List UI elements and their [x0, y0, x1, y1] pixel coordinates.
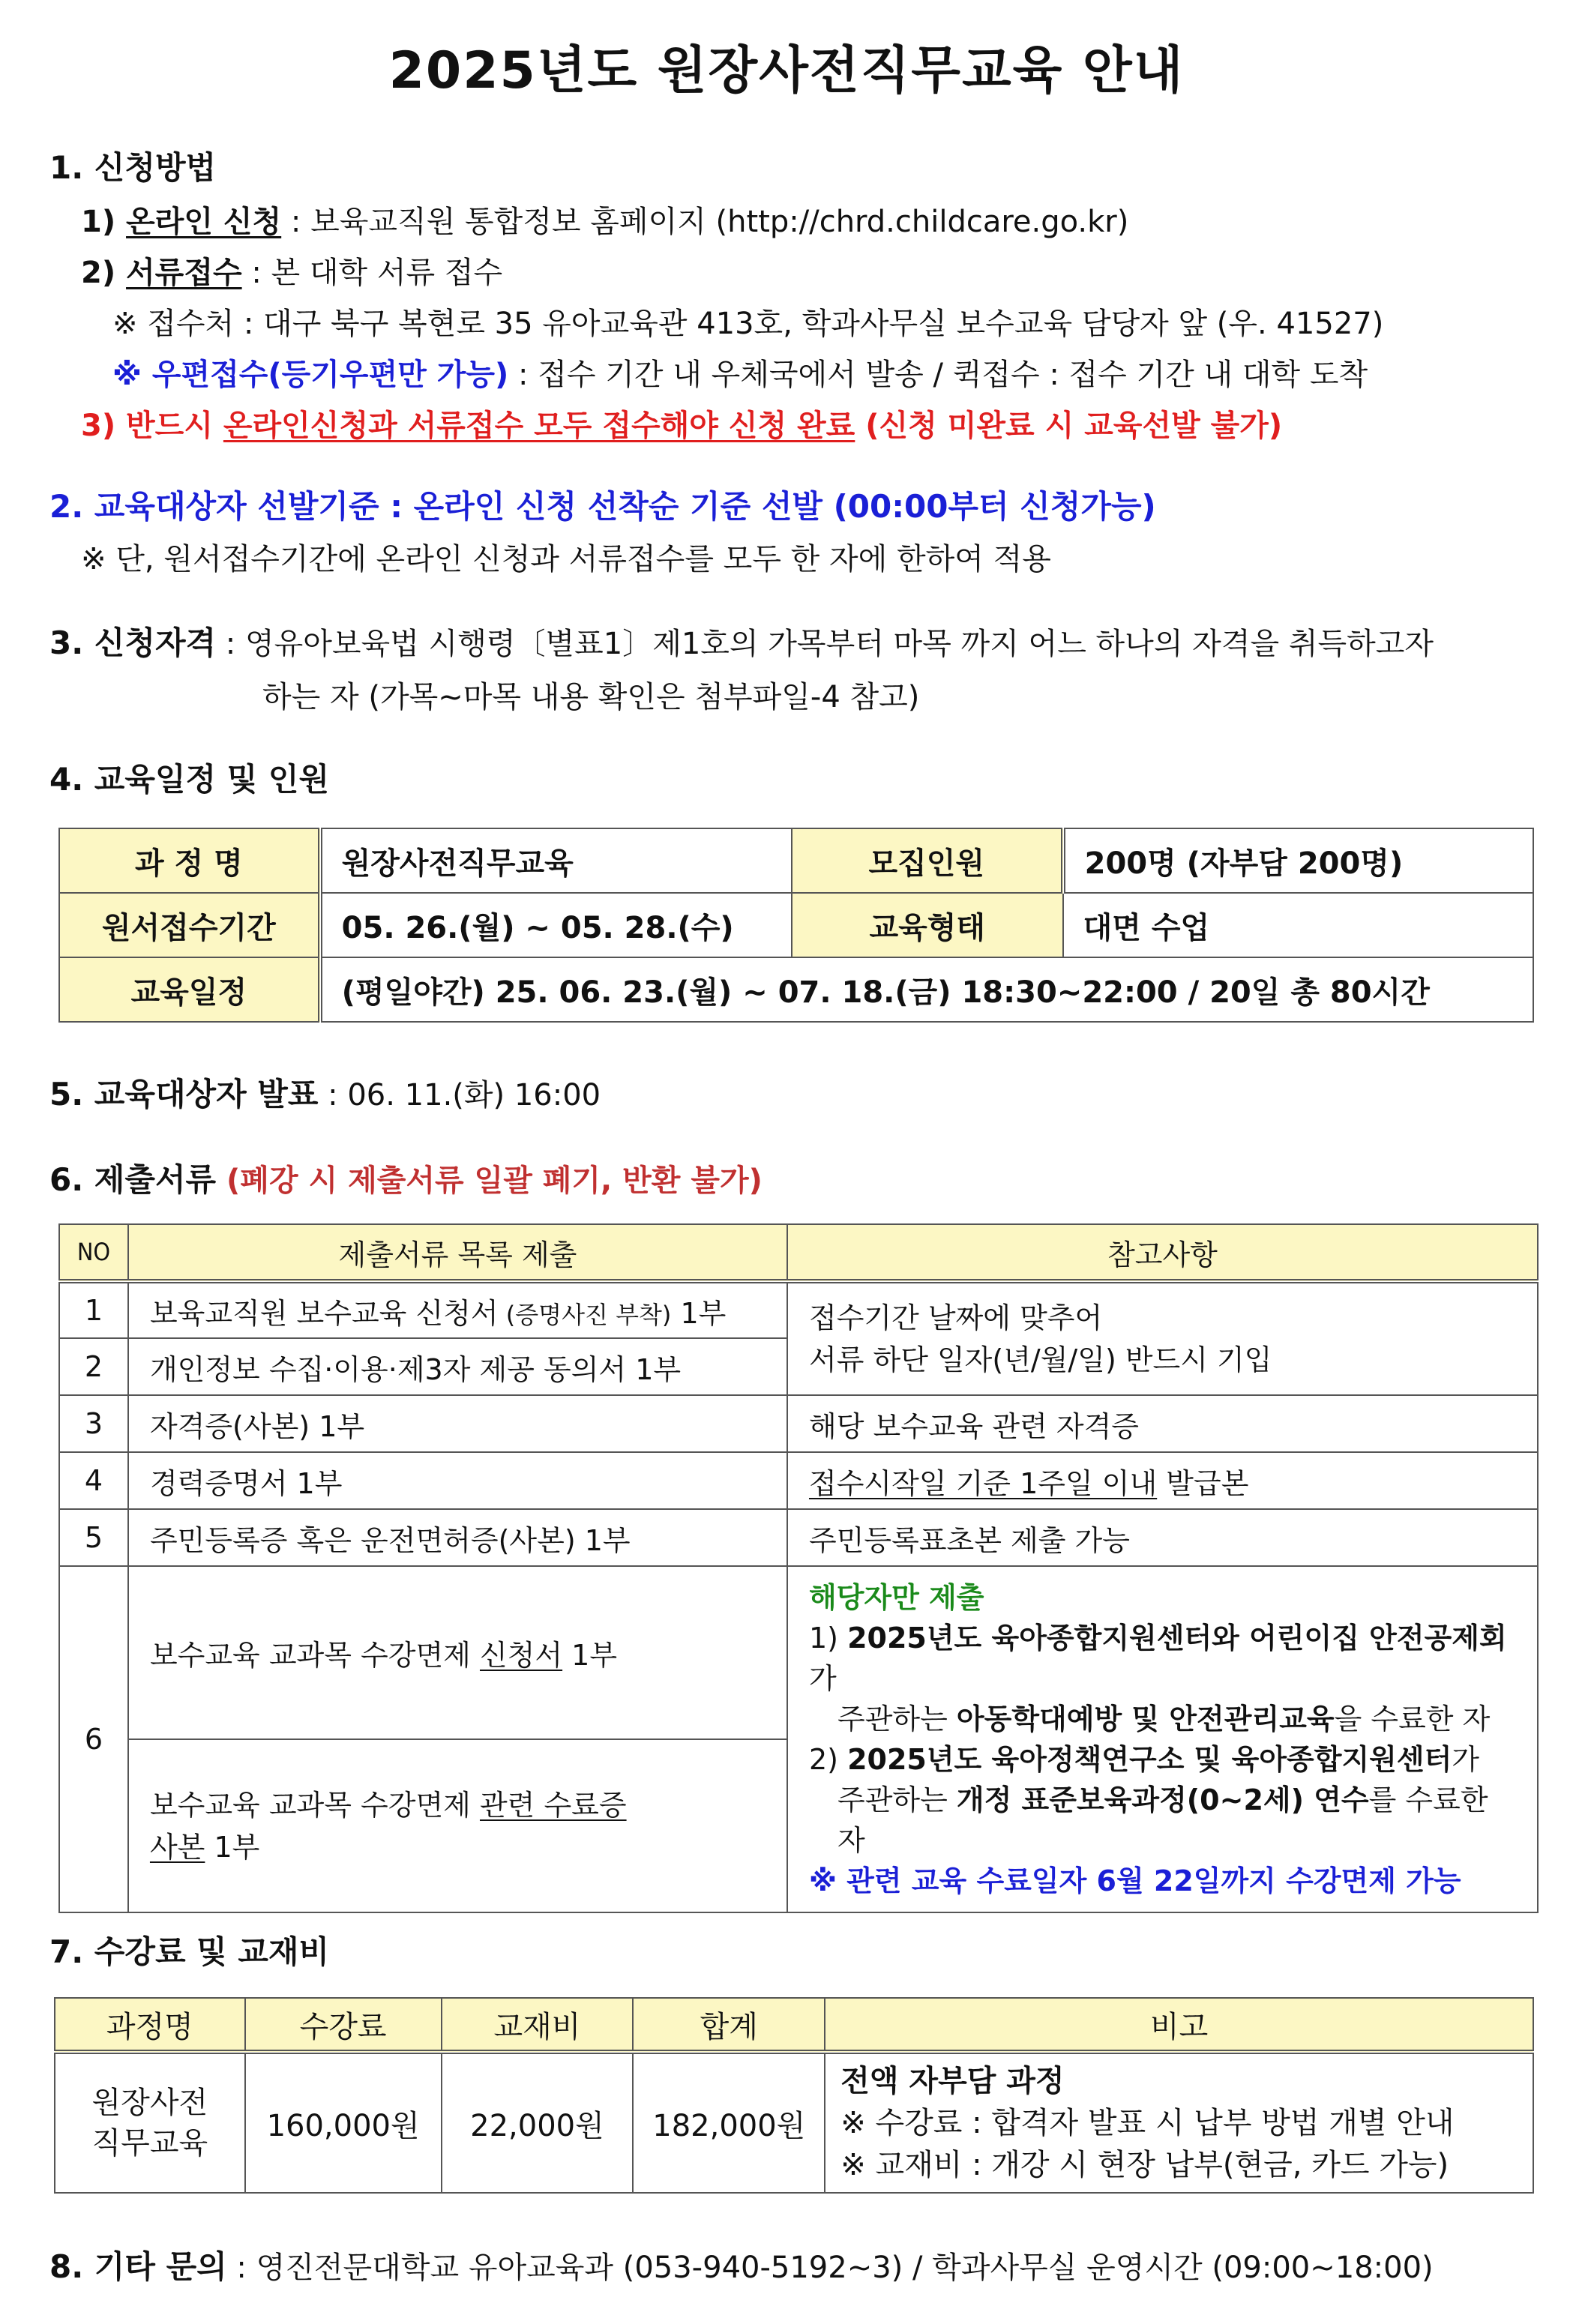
- col-course: 과정명: [55, 1998, 245, 2052]
- note-cell: [825, 2052, 1533, 2193]
- must-pre: 3) 반드시: [81, 409, 223, 443]
- note-title: 전액 자부담 과정: [840, 2064, 1065, 2098]
- row-ref: 주민등록표초본 제출 가능: [787, 1509, 1538, 1566]
- table-row: [59, 1452, 1538, 1509]
- page-title: 2025년도 원장사전직무교육 안내: [388, 41, 1185, 100]
- table-row: [59, 1509, 1538, 1566]
- section-3-text-2: 하는 자 (가목~마목 내용 확인은 첨부파일-4 참고): [262, 680, 920, 714]
- doc-pre: 보수교육 교과목 수강면제: [149, 1639, 480, 1672]
- row-doc: 개인정보 수집·이용·제3자 제공 동의서 1부: [128, 1338, 787, 1395]
- table-row: [59, 1281, 1538, 1338]
- item-post: 을 수료한 자: [1334, 1703, 1491, 1736]
- submit-address-line: ※ 접수처 : 대구 북구 복현로 35 유아교육관 413호, 학과사무실 보수교육 담당자 앞 (우. 41527): [112, 307, 1384, 341]
- row-ref: [787, 1452, 1538, 1509]
- section-4-heading: 4. 교육일정 및 인원: [49, 761, 330, 798]
- row-no: 4: [59, 1452, 128, 1509]
- row-ref-merged: [787, 1281, 1538, 1395]
- item-bold: 2025년도 육아종합지원센터와 어린이집 안전공제회: [847, 1622, 1507, 1655]
- section-6-heading: 6. 제출서류: [49, 1161, 217, 1198]
- note-book: ※ 교재비 : 개강 시 현장 납부(현금, 카드 가능): [840, 2148, 1449, 2182]
- postal-submit-label: ※ 우편접수(등기우편만 가능): [112, 358, 509, 392]
- ref-line-2: 서류 하단 일자(년/월/일) 반드시 기입: [808, 1343, 1272, 1376]
- col-total: 합계: [633, 1998, 825, 2052]
- row-ref: 해당 보수교육 관련 자격증: [787, 1395, 1538, 1452]
- must-complete-line: [81, 406, 1282, 445]
- ref-underlined: 접수시작일 기준 1주일 이내: [808, 1466, 1158, 1500]
- section-2-note: ※ 단, 원서접수기간에 온라인 신청과 서류접수를 모두 한 자에 한하여 적용: [81, 542, 1051, 577]
- item-pre: 주관하는: [837, 1783, 957, 1816]
- section-6-line: [49, 1161, 763, 1200]
- doc-tail: 1부: [671, 1296, 727, 1330]
- must-post: (신청 미완료 시 교육선발 불가): [855, 409, 1283, 443]
- section-2-heading: 2. 교육대상자 선발기준 : 온라인 신청 선착순 기준 선발 (00:00부터 신청가능): [49, 488, 1156, 525]
- doc-underlined: 신청서: [479, 1639, 563, 1672]
- doc-small-text: (증명사진 부착): [498, 1300, 672, 1329]
- item-bold: 2025년도 육아정책연구소 및 육아종합지원센터: [847, 1743, 1452, 1776]
- row-no: 3: [59, 1395, 128, 1452]
- item-post: 가: [808, 1662, 837, 1695]
- exemption-item-2a: [809, 1739, 1516, 1780]
- num: 1): [81, 205, 127, 239]
- item-num: 1): [808, 1622, 848, 1655]
- postal-submit-text: : 접수 기간 내 우체국에서 발송 / 퀵접수 : 접수 기간 내 대학 도착: [508, 358, 1368, 392]
- exemption-item-1a: [809, 1618, 1516, 1699]
- item-num: 2): [808, 1743, 848, 1776]
- section-3-heading: 3. 신청자격: [49, 624, 217, 661]
- document-submit-label: 서류접수: [126, 256, 242, 290]
- document-submit-line: [81, 253, 502, 292]
- course-line-2: 직무교육: [91, 2126, 208, 2161]
- online-apply-label: 온라인 신청: [126, 205, 282, 239]
- col-book: 교재비: [442, 1998, 634, 2052]
- note-fee: ※ 수강료 : 합격자 발표 시 납부 방법 개별 안내: [840, 2106, 1455, 2140]
- book-cell: 22,000원: [442, 2052, 634, 2193]
- item-post: 가: [1452, 1743, 1479, 1776]
- num: 2): [81, 256, 127, 290]
- col-docs: 제출서류 목록 제출: [128, 1224, 787, 1281]
- course-name-label: 과 정 명: [59, 828, 320, 893]
- col-fee: 수강료: [245, 1998, 442, 2052]
- application-period-label: 원서접수기간: [59, 893, 320, 957]
- document-submit-text: : 본 대학 서류 접수: [241, 256, 503, 290]
- row-ref-exemption: [787, 1566, 1538, 1912]
- row-no: 1: [59, 1281, 128, 1338]
- table-row: [59, 893, 1533, 957]
- section-8-text: : 영진전문대학교 유아교육과 (053-940-5192~3) / 학과사무실 운영시간 (09:00~18:00): [226, 2251, 1434, 2285]
- row-doc: [128, 1281, 787, 1338]
- must-underlined: 온라인신청과 서류접수 모두 접수해야 신청 완료: [223, 409, 855, 443]
- doc-underlined-2: 사본: [149, 1830, 205, 1864]
- online-apply-text: : 보육교직원 통합정보 홈페이지 (http://chrd.childcare.go.kr): [281, 205, 1129, 239]
- doc-pre: 보수교육 교과목 수강면제: [149, 1788, 480, 1822]
- row-no: 6: [59, 1566, 128, 1912]
- row-doc: 자격증(사본) 1부: [128, 1395, 787, 1452]
- table-header-row: [55, 1998, 1533, 2052]
- total-cell: 182,000원: [633, 2052, 825, 2193]
- doc-post: 1부: [562, 1639, 618, 1672]
- section-5-line: [49, 1075, 601, 1115]
- row-no: 2: [59, 1338, 128, 1395]
- edu-schedule-label: 교육일정: [59, 957, 320, 1022]
- col-note: 비고: [825, 1998, 1533, 2052]
- course-name-value: 원장사전직무교육: [320, 828, 792, 893]
- doc-underlined: 관련 수료증: [479, 1788, 627, 1822]
- ref-line-1: 접수기간 날짜에 맞추어: [808, 1301, 1103, 1334]
- doc-text: 보육교직원 보수교육 신청서: [149, 1296, 499, 1330]
- capacity-value: 200명 (자부담 200명): [1063, 828, 1533, 893]
- table-header-row: [59, 1224, 1538, 1281]
- apply-online-line: [81, 202, 1128, 241]
- section-6-note: (폐강 시 제출서류 일괄 폐기, 반환 불가): [216, 1163, 763, 1198]
- table-row: [59, 828, 1533, 893]
- col-ref: 참고사항: [787, 1224, 1538, 1281]
- section-5-heading: 5. 교육대상자 발표: [49, 1076, 319, 1113]
- section-8-heading: 8. 기타 문의: [49, 2248, 227, 2285]
- edu-schedule-value: (평일야간) 25. 06. 23.(월) ~ 07. 18.(금) 18:30~22:00 / 20일 총 80시간: [320, 957, 1533, 1022]
- edu-format-value: 대면 수업: [1063, 893, 1533, 957]
- item-bold: 개정 표준보육과정(0~2세) 연수: [956, 1783, 1369, 1816]
- row-no: 5: [59, 1509, 128, 1566]
- section-7-heading: 7. 수강료 및 교재비: [49, 1933, 330, 1970]
- exemption-item-1b: [809, 1699, 1516, 1739]
- item-bold: 아동학대예방 및 안전관리교육: [956, 1703, 1335, 1736]
- documents-table: [58, 1223, 1539, 1913]
- table-row: [59, 957, 1533, 1022]
- exemption-title: 해당자만 제출: [808, 1581, 984, 1614]
- col-no: NO: [59, 1224, 128, 1281]
- course-cell: [55, 2052, 245, 2193]
- course-line-1: 원장사전: [91, 2086, 208, 2120]
- section-5-text: : 06. 11.(화) 16:00: [318, 1078, 601, 1113]
- ref-tail: 발급본: [1157, 1466, 1249, 1500]
- edu-format-label: 교육형태: [792, 893, 1063, 957]
- row-doc: 주민등록증 혹은 운전면허증(사본) 1부: [128, 1509, 787, 1566]
- item-pre: 주관하는: [837, 1703, 957, 1736]
- section-1-heading: 1. 신청방법: [49, 149, 217, 186]
- doc-post: 1부: [205, 1830, 260, 1864]
- capacity-label: 모집인원: [792, 828, 1063, 893]
- section-3-text: : 영유아보육법 시행령〔별표1〕제1호의 가목부터 마목 까지 어느 하나의 자격을 취득하고자: [216, 627, 1434, 661]
- section-3-line: [49, 624, 1434, 663]
- row-doc: [128, 1566, 787, 1739]
- section-8-line: [49, 2248, 1434, 2287]
- exemption-item-2b: [809, 1780, 1516, 1861]
- item-post: 를 수료한 자: [837, 1783, 1488, 1857]
- exemption-deadline: ※ 관련 교육 수료일자 6월 22일까지 수강면제 가능: [808, 1864, 1461, 1897]
- application-period-value: 05. 26.(월) ~ 05. 28.(수): [320, 893, 792, 957]
- schedule-table: [58, 828, 1534, 1023]
- row-doc: 경력증명서 1부: [128, 1452, 787, 1509]
- table-row: [59, 1395, 1538, 1452]
- fee-cell: 160,000원: [245, 2052, 442, 2193]
- table-row: [55, 2052, 1533, 2193]
- table-row: [59, 1566, 1538, 1739]
- fee-table: [54, 1997, 1534, 2194]
- row-doc: [128, 1739, 787, 1912]
- postal-submit-line: [112, 355, 1368, 394]
